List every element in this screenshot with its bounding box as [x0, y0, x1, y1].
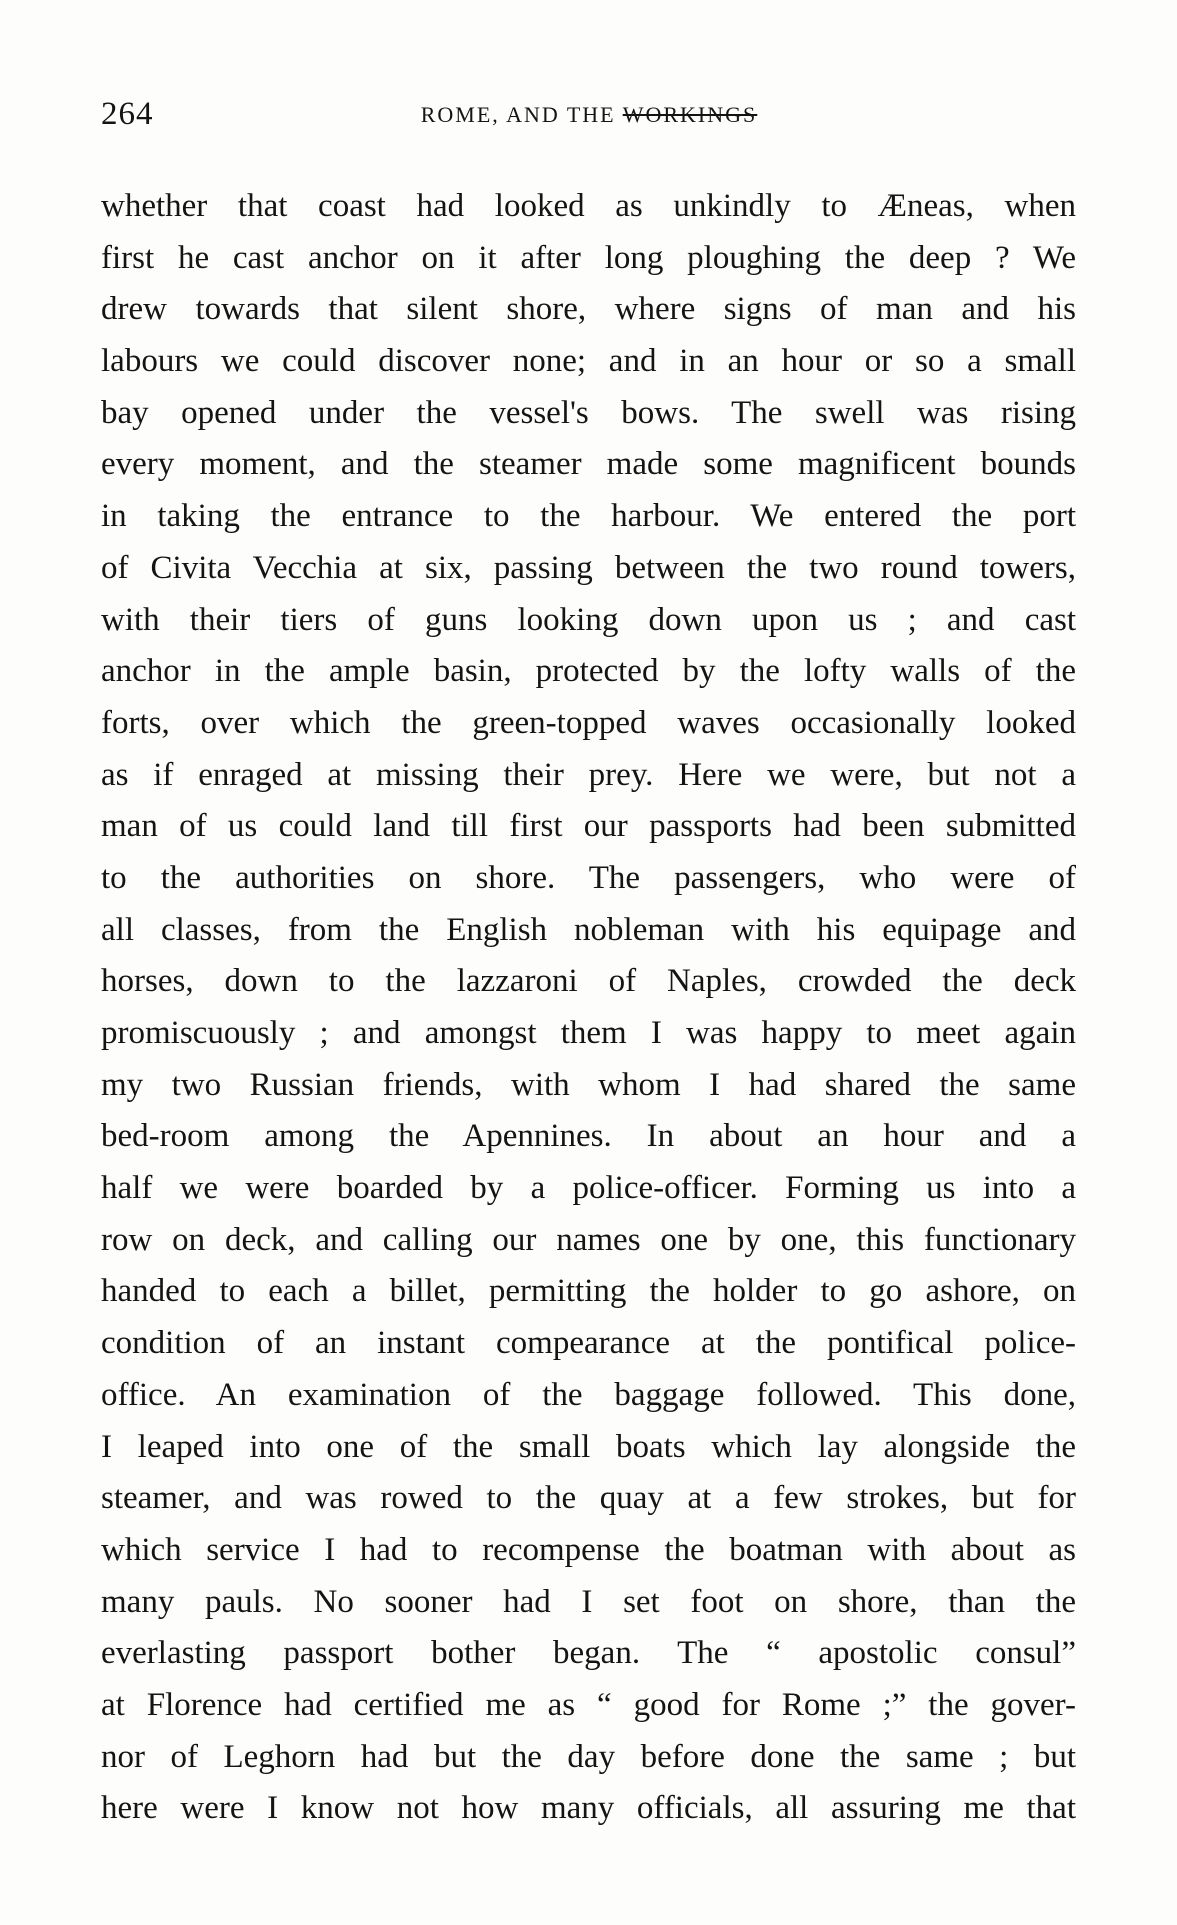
- text-line: first he cast anchor on it after long ploughing the deep ? We: [101, 239, 1076, 276]
- text-line: bed-room among the Apennines. In about an hour and a: [101, 1118, 1076, 1155]
- running-title: [101, 98, 1077, 132]
- text-line: to the authorities on shore. The passengers, who were of: [101, 859, 1076, 896]
- body-text: [101, 181, 1076, 1835]
- text-line: many pauls. No sooner had I set foot on shore, than the: [101, 1583, 1076, 1620]
- text-line: everlasting passport bother began. The “ apostolic consul”: [101, 1635, 1076, 1672]
- running-title-struck: WORKINGS: [622, 102, 758, 127]
- text-line: whether that coast had looked as unkindly to Æneas, when: [101, 188, 1076, 224]
- text-line: every moment, and the steamer made some magnificent bounds: [101, 446, 1076, 483]
- running-title-main: ROME, AND THE: [420, 102, 616, 127]
- text-line: in taking the entrance to the harbour. We entered the port: [101, 498, 1076, 535]
- text-line: as if enraged at missing their prey. Here we were, but not a: [101, 756, 1076, 793]
- text-line: here were I know not how many officials, all assuring me that: [101, 1790, 1076, 1827]
- text-line: of Civita Vecchia at six, passing between the two round towers,: [101, 549, 1076, 586]
- text-line: promiscuously ; and amongst them I was happy to meet again: [101, 1015, 1076, 1051]
- text-line: man of us could land till first our passports had been submitted: [101, 808, 1076, 845]
- page-number: 264: [101, 96, 154, 132]
- text-line: forts, over which the green-topped waves occasionally looked: [101, 704, 1076, 741]
- text-line: at Florence had certified me as “ good for Rome ;” the gover-: [101, 1686, 1076, 1723]
- text-line: row on deck, and calling our names one by one, this functionary: [101, 1221, 1076, 1258]
- text-line: anchor in the ample basin, protected by the lofty walls of the: [101, 653, 1076, 690]
- text-line: handed to each a billet, permitting the holder to go ashore, on: [101, 1273, 1076, 1310]
- text-line: with their tiers of guns looking down upon us ; and cast: [101, 601, 1076, 638]
- text-line: bay opened under the vessel's bows. The swell was rising: [101, 394, 1076, 431]
- text-line: I leaped into one of the small boats which lay alongside the: [101, 1428, 1076, 1465]
- text-line: steamer, and was rowed to the quay at a few strokes, but for: [101, 1480, 1076, 1517]
- text-line: horses, down to the lazzaroni of Naples, crowded the deck: [101, 963, 1076, 1000]
- text-line: which service I had to recompense the boatman with about as: [101, 1531, 1076, 1568]
- text-line: condition of an instant compearance at the pontifical police-: [101, 1325, 1076, 1362]
- text-line: nor of Leghorn had but the day before done the same ; but: [101, 1738, 1076, 1775]
- text-line: all classes, from the English nobleman with his equipage and: [101, 911, 1076, 948]
- text-line: half we were boarded by a police-officer. Forming us into a: [101, 1170, 1076, 1207]
- text-line: office. An examination of the baggage followed. This done,: [101, 1376, 1076, 1413]
- text-line: my two Russian friends, with whom I had shared the same: [101, 1066, 1076, 1103]
- running-head: [101, 94, 1077, 134]
- text-line: drew towards that silent shore, where signs of man and his: [101, 291, 1076, 328]
- text-line: labours we could discover none; and in an hour or so a small: [101, 343, 1076, 380]
